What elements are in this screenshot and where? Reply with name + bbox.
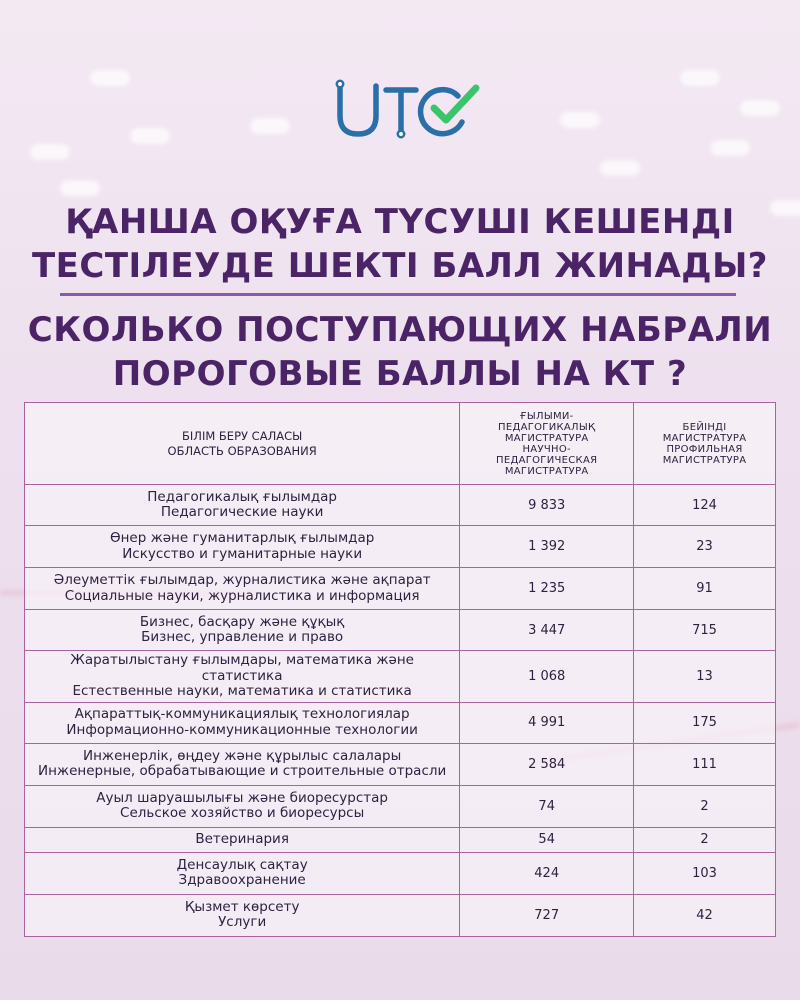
header-sci-line: МАГИСТРАТУРА [504,432,589,444]
cell-scientific-count: 54 [460,827,634,852]
area-name-ru: Педагогические науки [160,504,324,520]
cell-scientific-count: 424 [460,852,634,894]
area-name-kz: Ветеринария [195,830,289,847]
cell-education-area [25,743,460,785]
headline-kazakh-line-1: ҚАНША ОҚУҒА ТҮСУШІ КЕШЕНДІ [65,202,735,242]
cell-profile-count: 2 [634,827,776,852]
area-name-ru: Услуги [218,914,267,930]
table-row [25,651,776,703]
table-row [25,568,776,610]
header-sci-line: ПЕДАГОГИКАЛЫҚ [498,421,596,433]
headline-russian-line-1: СКОЛЬКО ПОСТУПАЮЩИХ НАБРАЛИ [27,310,773,350]
cell-profile-count: 42 [634,894,776,936]
table-row [25,526,776,568]
cell-scientific-count: 727 [460,894,634,936]
cell-scientific-count: 9 833 [460,485,634,526]
area-name-ru: Здравоохранение [178,872,306,888]
area-name-ru: Социальные науки, журналистика и информация [64,587,420,604]
area-name-kz: Ақпараттық-коммуникациялық технологиялар [74,706,410,722]
area-name-ru: Искусство и гуманитарные науки [122,545,363,562]
cell-profile-count: 23 [634,526,776,568]
headline-divider [60,293,736,296]
cell-scientific-count: 4 991 [460,702,634,743]
header-area-kz: БІЛІМ БЕРУ САЛАСЫ [182,428,303,443]
headline-russian [20,308,780,396]
cell-education-area [25,568,460,610]
table-row [25,743,776,785]
area-name-ru: Информационно-коммуникационные технологии [66,721,418,738]
uto-logo [330,78,490,142]
area-name-ru: Естественные науки, математика и статистика [72,683,412,699]
area-name-kz: Әлеуметтік ғылымдар, журналистика және ақпарат [53,572,431,588]
cell-scientific-count: 74 [460,785,634,827]
cell-scientific-count: 2 584 [460,743,634,785]
headline-kazakh-line-2: ТЕСТІЛЕУДЕ ШЕКТІ БАЛЛ ЖИНАДЫ? [31,246,769,286]
cell-scientific-count: 1 068 [460,651,634,703]
cell-profile-count: 715 [634,610,776,651]
table-row [25,894,776,936]
table-row [25,785,776,827]
table-row [25,827,776,852]
headline-kazakh [20,200,780,288]
header-education-area [25,403,460,485]
cell-profile-count: 124 [634,485,776,526]
cell-scientific-count: 3 447 [460,610,634,651]
header-profile-masters [634,403,776,485]
cell-education-area [25,651,460,703]
table-body [25,485,776,937]
cell-education-area [25,526,460,568]
cell-profile-count: 13 [634,651,776,703]
cell-profile-count: 111 [634,743,776,785]
table-row [25,852,776,894]
area-name-kz: Инженерлік, өңдеу және құрылыс салалары [82,747,402,764]
cell-education-area [25,827,460,852]
cell-education-area [25,894,460,936]
area-name-kz: Бизнес, басқару және құқық [139,613,345,630]
header-area-ru: ОБЛАСТЬ ОБРАЗОВАНИЯ [167,443,317,458]
table-header-row [25,403,776,485]
cell-profile-count: 175 [634,702,776,743]
table-row [25,702,776,743]
cell-education-area [25,610,460,651]
area-name-ru: Бизнес, управление и право [141,629,344,645]
header-sci-line: НАУЧНО- [522,443,571,455]
area-name-kz: Ауыл шаруашылығы және биоресурстар [96,789,388,806]
area-name-kz: Өнер және гуманитарлық ғылымдар [109,530,375,546]
area-name-kz: Қызмет көрсету [184,898,300,915]
header-prof-line: МАГИСТРАТУРА [662,454,747,466]
cell-education-area [25,485,460,526]
cell-education-area [25,785,460,827]
table-row [25,610,776,651]
header-prof-line: МАГИСТРАТУРА [662,432,747,444]
header-prof-line: ПРОФИЛЬНАЯ [666,443,743,455]
cell-scientific-count: 1 235 [460,568,634,610]
header-sci-line: МАГИСТРАТУРА [504,465,589,477]
header-prof-line: БЕЙІНДІ [682,421,727,433]
cell-profile-count: 2 [634,785,776,827]
cell-education-area [25,852,460,894]
header-scientific-masters [460,403,634,485]
area-name-ru: Сельское хозяйство и биоресурсы [120,805,365,821]
cell-education-area [25,702,460,743]
threshold-scores-table [24,402,776,937]
area-name-kz: Денсаулық сақтау [176,856,308,873]
headline-russian-line-2: ПОРОГОВЫЕ БАЛЛЫ НА КТ ? [112,354,688,394]
cell-profile-count: 103 [634,852,776,894]
cell-profile-count: 91 [634,568,776,610]
cell-scientific-count: 1 392 [460,526,634,568]
area-name-kz: Жаратылыстану ғылымдары, математика және статистика [70,652,414,684]
header-sci-line: ҒЫЛЫМИ- [519,410,574,422]
table-row [25,485,776,526]
area-name-ru: Инженерные, обрабатывающие и строительные отрасли [38,763,447,779]
area-name-kz: Педагогикалық ғылымдар [147,488,337,505]
header-sci-line: ПЕДАГОГИЧЕСКАЯ [496,454,598,466]
